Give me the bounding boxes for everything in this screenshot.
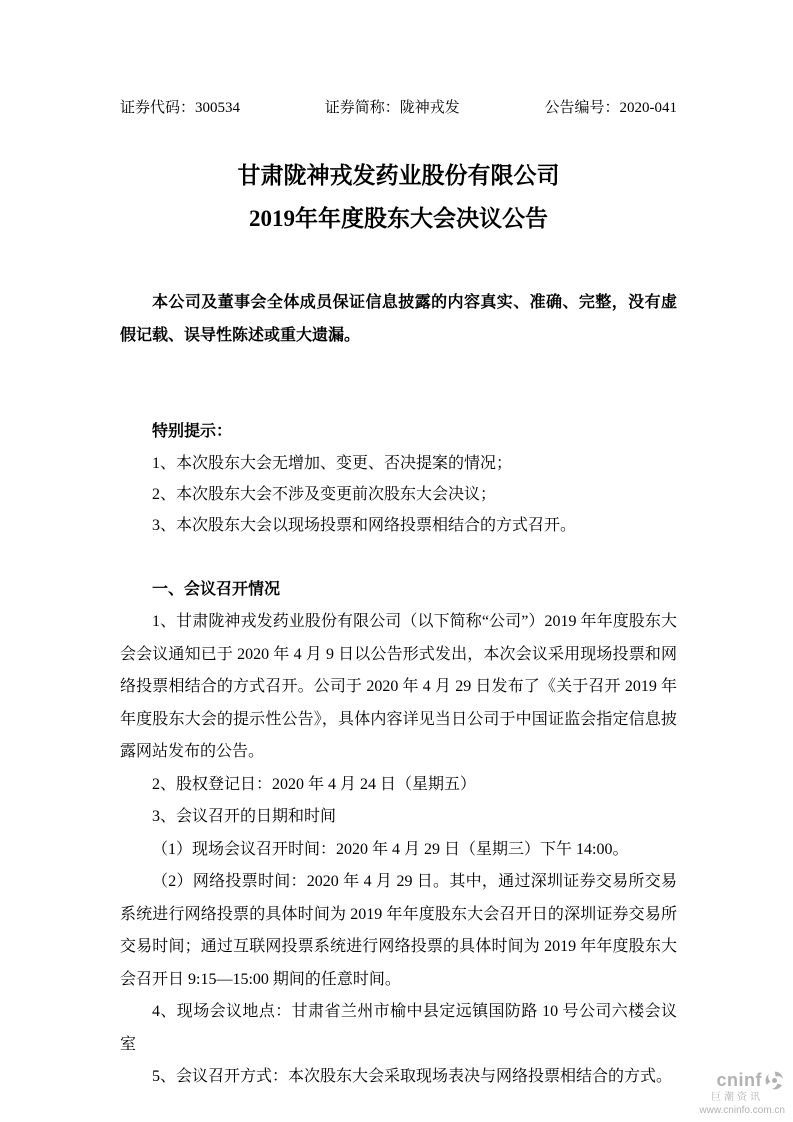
meeting-convening-section — [120, 573, 677, 1094]
section-paragraph: 4、现场会议地点：甘肃省兰州市榆中县定远镇国防路 10 号公司六楼会议室 — [120, 1003, 677, 1053]
stock-code: 证券代码：300534 — [120, 100, 241, 116]
section-paragraph: 5、会议召开方式：本次股东大会采取现场表决与网络投票相结合的方式。 — [152, 1068, 673, 1085]
section-paragraph: （1）现场会议召开时间：2020 年 4 月 29 日（星期三）下午 14:00。 — [152, 840, 629, 858]
section-paragraph: 2、股权登记日：2020 年 4 月 24 日（星期五） — [152, 775, 477, 793]
section-paragraph: 3、会议召开的日期和时间 — [152, 808, 337, 825]
document-title — [120, 154, 677, 240]
title-line-company: 甘肃陇神戎发药业股份有限公司 — [237, 163, 560, 188]
stock-name: 证券简称：陇神戎发 — [324, 100, 460, 116]
special-notice-heading: 特别提示： — [152, 423, 233, 440]
cninfo-url: www.cninfo.com.cn — [699, 1105, 785, 1116]
section-paragraph: 1、甘肃陇神戎发药业股份有限公司（以下简称“公司”）2019 年年度股东大会会议通知已于 2020 年 4 月 9 日以公告形式发出，本次会议采用现场投票和网络投票相结合的方式召开。公司于 2020 年 4 月 29 日发布了《关于召开 2019 年年度股东大会的提示性公告》，具体内容详见当日公司于中国证监会指定信息披露网站发布的公告。 — [120, 613, 677, 760]
special-notice-section — [120, 416, 677, 541]
special-notice-item: 3、本次股东大会以现场投票和网络投票相结合的方式召开。 — [152, 517, 577, 534]
announcement-number: 公告编号：2020-041 — [544, 100, 677, 116]
cninfo-brand-text: cninf — [716, 1069, 762, 1090]
section-paragraph: （2）网络投票时间：2020 年 4 月 29 日。其中，通过深圳证券交易所交易系统进行网络投票的具体时间为 2019 年年度股东大会召开日的深圳证券交易所交易时间；通过互联网投票系统进行网络投票的具体时间为 2019 年年度股东大会召开日 9:15—15:00 期间的任意时间。 — [120, 873, 677, 988]
cninfo-swirl-icon — [764, 1070, 785, 1091]
section-heading: 一、会议召开情况 — [152, 581, 281, 598]
disclaimer-paragraph: 本公司及董事会全体成员保证信息披露的内容真实、准确、完整，没有虚假记载、误导性陈述或重大遗漏。 — [120, 294, 677, 344]
cninfo-logo — [699, 1070, 785, 1116]
cninfo-brand-row — [699, 1070, 785, 1091]
title-line-subject: 2019年年度股东大会决议公告 — [249, 206, 548, 231]
document-content — [120, 98, 677, 1094]
special-notice-item: 1、本次股东大会无增加、变更、否决提案的情况； — [152, 455, 513, 472]
cninfo-brand-chinese: 巨潮资讯 — [711, 1092, 763, 1103]
document-header — [120, 98, 677, 118]
special-notice-item: 2、本次股东大会不涉及变更前次股东大会决议； — [152, 486, 497, 503]
